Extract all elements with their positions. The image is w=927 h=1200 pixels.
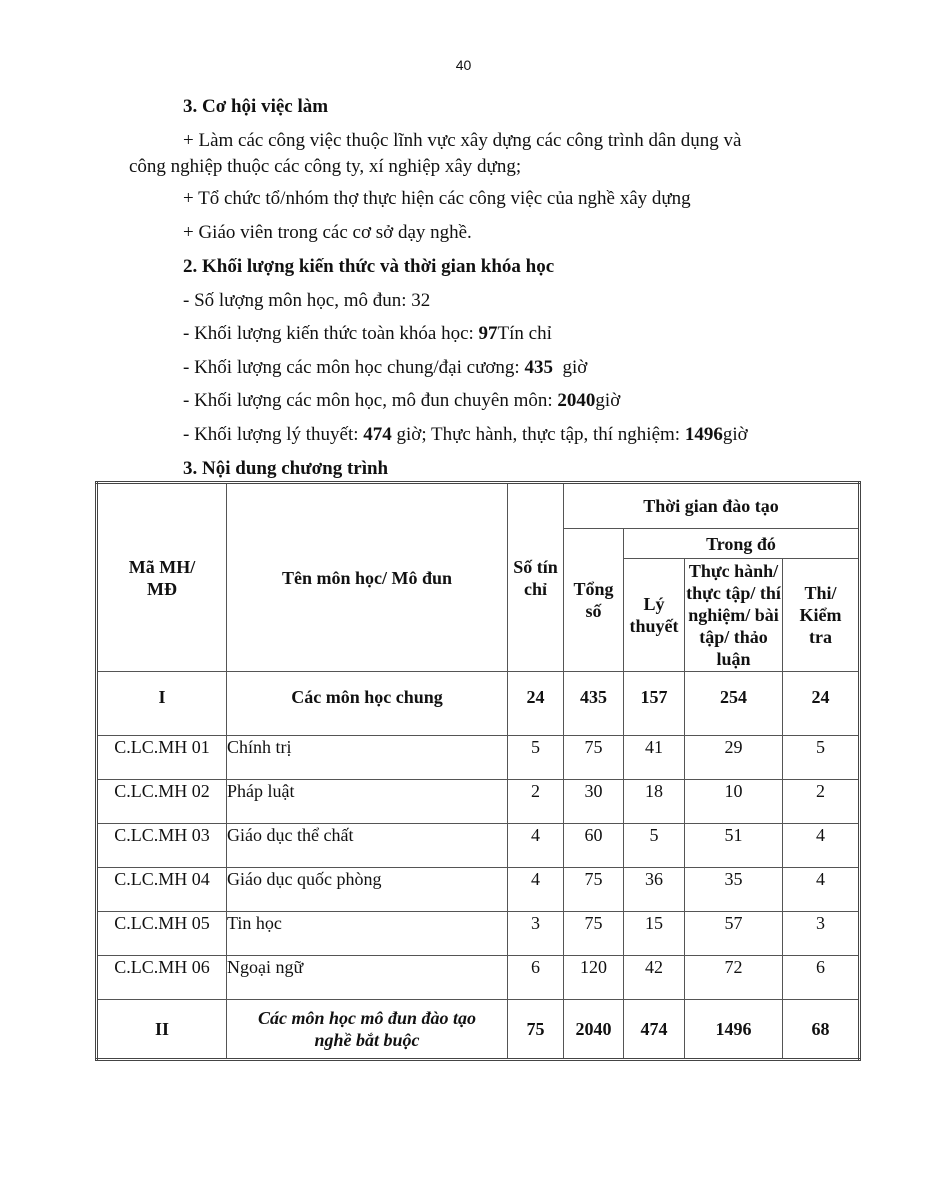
table-row [97, 868, 860, 912]
row-practice: 35 [685, 868, 783, 912]
table-row [97, 912, 860, 956]
row-theory: 41 [624, 736, 685, 780]
row-credits: 4 [508, 824, 564, 868]
practice-hours-value: 1496 [684, 424, 723, 445]
table-row [97, 736, 860, 780]
row-code: C.LC.MH 03 [97, 824, 227, 868]
group-theory: 474 [624, 1000, 685, 1060]
header-practice: Thực hành/ thực tập/ thí nghiệm/ bài tập/ thảo luận [685, 559, 783, 672]
row-code: C.LC.MH 04 [97, 868, 227, 912]
row-credits: 2 [508, 780, 564, 824]
row-name: Giáo dục thể chất [227, 824, 508, 868]
row-code: C.LC.MH 01 [97, 736, 227, 780]
row-name: Ngoại ngữ [227, 956, 508, 1000]
group-code: I [97, 672, 227, 736]
row-theory: 5 [624, 824, 685, 868]
header-name: Tên môn học/ Mô đun [227, 483, 508, 672]
group-exam: 68 [783, 1000, 860, 1060]
jobs-item-1: + Làm các công việc thuộc lĩnh vực xây dựng các công trình dân dụng và [183, 130, 742, 151]
row-credits: 4 [508, 868, 564, 912]
row-code: C.LC.MH 05 [97, 912, 227, 956]
row-total: 75 [564, 736, 624, 780]
group-credits: 24 [508, 672, 564, 736]
row-credits: 5 [508, 736, 564, 780]
row-total: 60 [564, 824, 624, 868]
group-code: II [97, 1000, 227, 1060]
curriculum-table [95, 481, 861, 1061]
row-practice: 10 [685, 780, 783, 824]
row-theory: 15 [624, 912, 685, 956]
row-name: Pháp luật [227, 780, 508, 824]
row-name: Chính trị [227, 736, 508, 780]
row-total: 30 [564, 780, 624, 824]
jobs-item-2: + Tổ chức tổ/nhóm thợ thực hiện các công việc của nghề xây dựng [183, 188, 691, 209]
group-name: Các môn học mô đun đào tạo nghề bắt buộc [227, 1000, 508, 1060]
credits-value: 97 [478, 323, 498, 344]
row-exam: 6 [783, 956, 860, 1000]
row-practice: 72 [685, 956, 783, 1000]
row-practice: 51 [685, 824, 783, 868]
table-row [97, 956, 860, 1000]
specialized-hours-value: 2040 [557, 390, 596, 411]
group-total: 2040 [564, 1000, 624, 1060]
page-number: 40 [455, 57, 472, 73]
jobs-heading: 3. Cơ hội việc làm [183, 96, 329, 117]
jobs-item-3: + Giáo viên trong các cơ sở dạy nghề. [183, 222, 472, 243]
table-row-group-1 [97, 672, 860, 736]
row-exam: 2 [783, 780, 860, 824]
row-name: Tin học [227, 912, 508, 956]
row-total: 120 [564, 956, 624, 1000]
header-code: Mã MH/ MĐ [97, 483, 227, 672]
row-practice: 29 [685, 736, 783, 780]
header-total: Tổng số [564, 529, 624, 672]
volume-specialized: - Khối lượng các môn học, mô đun chuyên môn: 2040giờ [183, 390, 621, 411]
header-of-which: Trong đó [624, 529, 860, 559]
general-hours-value: 435 [524, 357, 553, 378]
header-exam: Thi/ Kiểm tra [783, 559, 860, 672]
table-row [97, 824, 860, 868]
group-name: Các môn học chung [227, 672, 508, 736]
volume-theory-practice: - Khối lượng lý thuyết: 474 giờ; Thực hành, thực tập, thí nghiệm: 1496giờ [183, 424, 748, 445]
row-exam: 5 [783, 736, 860, 780]
group-theory: 157 [624, 672, 685, 736]
row-theory: 42 [624, 956, 685, 1000]
row-credits: 6 [508, 956, 564, 1000]
group-total: 435 [564, 672, 624, 736]
table-row-group-2 [97, 1000, 860, 1060]
volume-general: - Khối lượng các môn học chung/đại cương: 435 giờ [183, 357, 588, 378]
row-code: C.LC.MH 02 [97, 780, 227, 824]
content-heading: 3. Nội dung chương trình [183, 458, 389, 479]
row-exam: 4 [783, 868, 860, 912]
header-theory: Lý thuyết [624, 559, 685, 672]
row-theory: 36 [624, 868, 685, 912]
row-name: Giáo dục quốc phòng [227, 868, 508, 912]
row-total: 75 [564, 868, 624, 912]
row-code: C.LC.MH 06 [97, 956, 227, 1000]
group-exam: 24 [783, 672, 860, 736]
row-credits: 3 [508, 912, 564, 956]
header-credits: Số tín chỉ [508, 483, 564, 672]
group-practice: 254 [685, 672, 783, 736]
table-row [97, 780, 860, 824]
volume-credits: - Khối lượng kiến thức toàn khóa học: 97Tín chỉ [183, 323, 552, 344]
row-exam: 4 [783, 824, 860, 868]
row-theory: 18 [624, 780, 685, 824]
volume-subjects: - Số lượng môn học, mô đun: 32 [183, 290, 431, 311]
theory-hours-value: 474 [363, 424, 392, 445]
row-practice: 57 [685, 912, 783, 956]
row-exam: 3 [783, 912, 860, 956]
group-credits: 75 [508, 1000, 564, 1060]
volume-heading: 2. Khối lượng kiến thức và thời gian khóa học [183, 256, 555, 277]
group-practice: 1496 [685, 1000, 783, 1060]
jobs-item-1-cont: công nghiệp thuộc các công ty, xí nghiệp xây dựng; [129, 156, 522, 177]
header-training-time: Thời gian đào tạo [564, 483, 860, 529]
row-total: 75 [564, 912, 624, 956]
